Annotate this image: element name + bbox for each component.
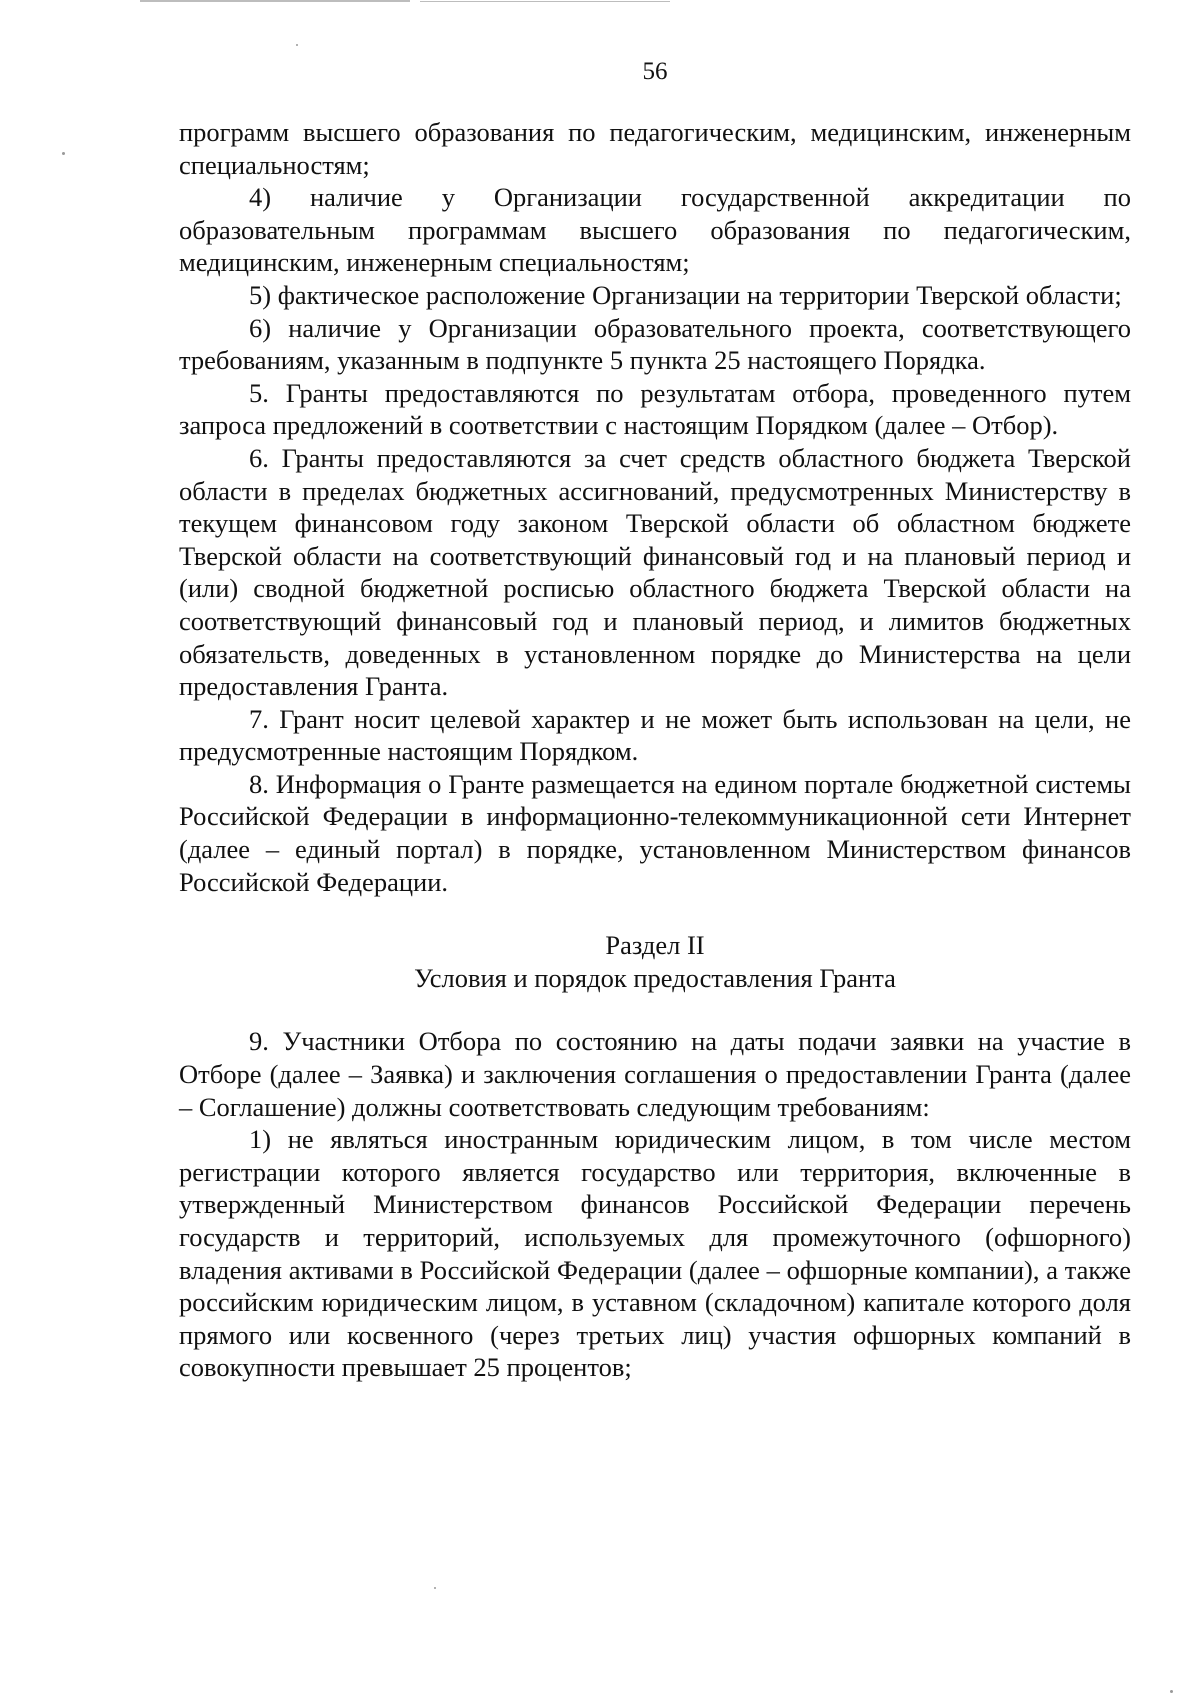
document-body <box>179 116 1131 1384</box>
scan-speck <box>62 152 65 155</box>
scan-speck <box>1170 1690 1173 1693</box>
scan-edge-line <box>140 0 410 2</box>
scan-speck <box>296 44 298 46</box>
paragraph-item-6: 6) наличие у Организации образовательного проекта, соответствующего требованиям, указанным в подпункте 5 пункта 25 настоящего Порядка. <box>179 312 1131 376</box>
page-number: 56 <box>642 58 668 85</box>
paragraph-clause-6: 6. Гранты предоставляются за счет средств областного бюджета Тверской области в пределах бюджетных ассигнований, предусмотренных Министерству в текущем финансовом году законом Тверской области об областном бюджете Тверской области на соответствующий финансовый год и на плановый период и (или) сводной бюджетной росписью областного бюджета Тверской области на соответствующий финансовый год и плановый период, и лимитов бюджетных обязательств, доведенных в установленном порядке до Министерства на цели предоставления Гранта. <box>179 442 1131 702</box>
paragraph-item-4: 4) наличие у Организации государственной аккредитации по образовательным программам высшего образования по педагогическим, медицинским, инженерным специальностям; <box>179 182 1131 278</box>
paragraph-clause-7: 7. Грант носит целевой характер и не может быть использован на цели, не предусмотренные настоящим Порядком. <box>179 703 1131 767</box>
paragraph-item-5: 5) фактическое расположение Организации на территории Тверской области; <box>249 279 1122 310</box>
paragraph-requirement-1: 1) не являться иностранным юридическим лицом, в том числе местом регистрации которого является государство или территория, включенные в утвержденный Министерством финансов Российской Федерации перечень государств и территорий, используемых для промежуточного (офшорного) владения активами в Российской Федерации (далее – офшорные компании), а также российским юридическим лицом, в уставном (складочном) капитале которого доля прямого или косвенного (через третьих лиц) участия офшорных компаний в совокупности превышает 25 процентов; <box>179 1124 1131 1383</box>
paragraph-clause-8: 8. Информация о Гранте размещается на едином портале бюджетной системы Российской Федерации в информационно-телекоммуникационной сети Интернет (далее – единый портал) в порядке, установленном Министерством финансов Российской Федерации. <box>179 768 1131 897</box>
paragraph-continuation: программ высшего образования по педагогическим, медицинским, инженерным специальностям; <box>179 117 1131 180</box>
paragraph-clause-9: 9. Участники Отбора по состоянию на даты подачи заявки на участие в Отборе (далее – Заявка) и заключения соглашения о предоставлении Гранта (далее – Соглашение) должны соответствовать следующим требованиям: <box>179 1026 1131 1122</box>
scan-speck <box>434 1587 436 1589</box>
section-number: Раздел II <box>605 930 705 961</box>
section-title: Условия и порядок предоставления Гранта <box>414 962 896 993</box>
scan-edge-line <box>420 1 670 2</box>
paragraph-clause-5: 5. Гранты предоставляются по результатам отбора, проведенного путем запроса предложений в соответствии с настоящим Порядком (далее – Отбор). <box>179 377 1131 441</box>
